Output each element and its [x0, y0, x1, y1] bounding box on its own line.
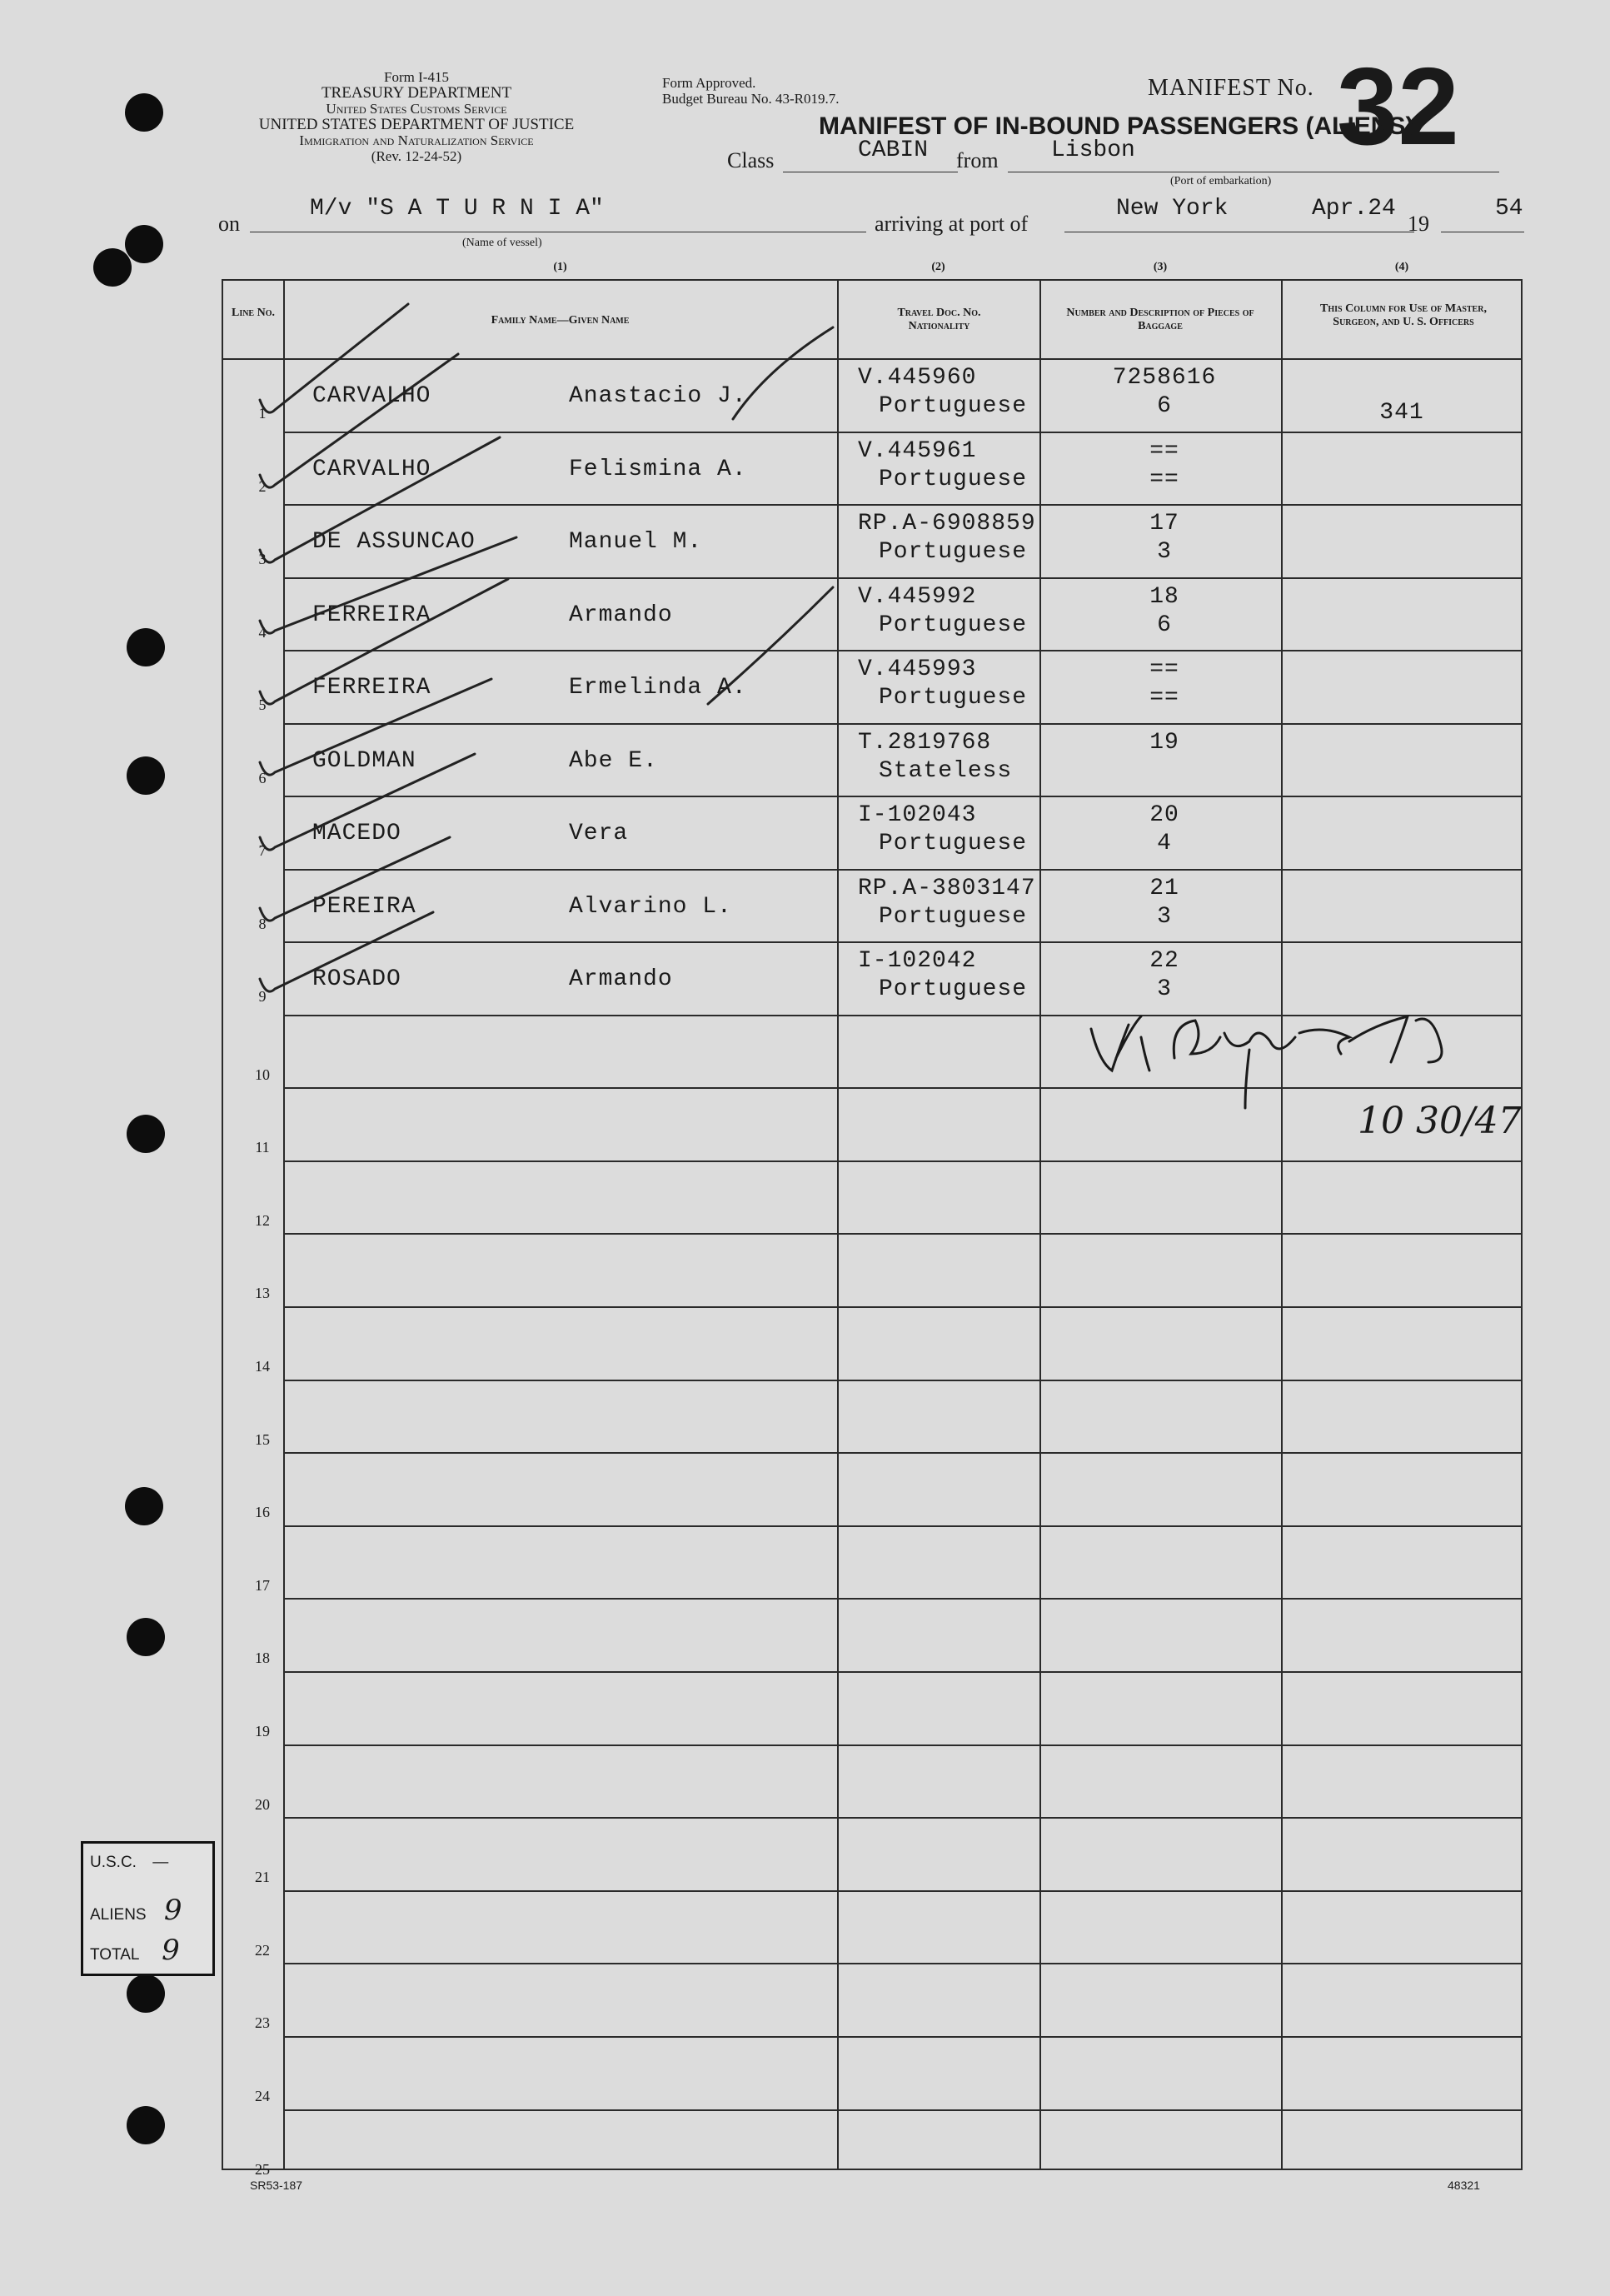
- travel-doc-number: RP.A-6908859: [858, 511, 1036, 537]
- check-marks: [242, 287, 841, 1012]
- nationality: Portuguese: [879, 539, 1028, 565]
- given-name: Abe E.: [569, 747, 658, 774]
- col-num-2: (2): [931, 261, 945, 273]
- stamp-aliens-label: ALIENS: [90, 1906, 147, 1924]
- vessel-label: (Name of vessel): [462, 237, 542, 249]
- family-name: FERREIRA: [312, 675, 431, 701]
- row-rule: [283, 1598, 1521, 1600]
- given-name: Ermelinda A.: [569, 675, 747, 701]
- line-number: 21: [255, 1869, 270, 1886]
- budget-bureau: Budget Bureau No. 43-R019.7.: [662, 91, 840, 107]
- travel-doc-number: I-102042: [858, 948, 977, 974]
- given-name: Armando: [569, 601, 673, 628]
- line-number: 5: [258, 696, 267, 713]
- stamp-usc-label: U.S.C.: [90, 1854, 137, 1871]
- baggage-count: ==: [1149, 437, 1179, 464]
- col-num-4: (4): [1394, 261, 1409, 273]
- travel-doc-number: T.2819768: [858, 729, 992, 756]
- year-prefix: 19: [1408, 212, 1429, 236]
- line-number: 12: [255, 1211, 270, 1229]
- given-name: Alvarino L.: [569, 893, 732, 920]
- given-name: Anastacio J.: [569, 383, 747, 409]
- family-name: GOLDMAN: [312, 747, 416, 774]
- baggage-count: 20: [1149, 802, 1179, 828]
- baggage-count: 17: [1149, 511, 1179, 537]
- line-number: 24: [255, 2087, 270, 2104]
- table-top: [222, 279, 1521, 281]
- punch-hole: [125, 93, 163, 132]
- nationality: Portuguese: [879, 611, 1028, 638]
- line-number: 18: [255, 1650, 270, 1667]
- heading-name: Family Name—Given Name: [491, 314, 630, 327]
- heading-travel-doc: Travel Doc. No. Nationality: [897, 307, 981, 332]
- baggage-pieces: 3: [1157, 903, 1172, 930]
- nationality: Portuguese: [879, 831, 1028, 856]
- baggage-count: 19: [1149, 729, 1179, 756]
- given-name: Armando: [569, 966, 673, 992]
- line-number: 23: [255, 2014, 270, 2032]
- class-label: Class: [727, 148, 775, 172]
- line-number: 17: [255, 1576, 270, 1594]
- form-header-left: [225, 69, 608, 164]
- baggage-pieces: 4: [1157, 831, 1172, 856]
- form-approved: Form Approved.: [662, 75, 756, 91]
- baggage-pieces: 3: [1157, 539, 1172, 565]
- arrival-port: New York: [1116, 196, 1229, 222]
- row-rule: [283, 1890, 1521, 1892]
- line-number: 14: [255, 1357, 270, 1375]
- punch-hole: [93, 248, 132, 287]
- line-number: 7: [258, 842, 267, 859]
- row-rule: [283, 1817, 1521, 1819]
- family-name: ROSADO: [312, 966, 401, 992]
- family-name: MACEDO: [312, 821, 401, 846]
- punch-hole: [125, 1487, 163, 1525]
- baggage-count: 21: [1149, 875, 1179, 901]
- nationality: Portuguese: [879, 393, 1028, 419]
- manifest-number: 32: [1337, 45, 1459, 167]
- alien-count-stamp: [81, 1841, 215, 1976]
- baggage-pieces: ==: [1149, 685, 1179, 711]
- family-name: CARVALHO: [312, 383, 431, 409]
- given-name: Felismina A.: [569, 456, 747, 482]
- family-name: PEREIRA: [312, 893, 416, 920]
- punch-hole: [125, 225, 163, 263]
- row-rule: [283, 1963, 1521, 1964]
- family-name: CARVALHO: [312, 456, 431, 482]
- class-value: CABIN: [858, 137, 929, 163]
- row-rule: [283, 1744, 1521, 1746]
- row-rule: [283, 1671, 1521, 1673]
- line-number: 10: [255, 1066, 270, 1083]
- manifest-title: MANIFEST OF IN-BOUND PASSENGERS (ALIENS): [819, 112, 1414, 140]
- row-rule: [283, 1525, 1521, 1527]
- travel-doc-number: V.445992: [858, 583, 977, 610]
- stamp-aliens-value: 9: [163, 1894, 182, 1927]
- line-number: 4: [258, 623, 267, 641]
- form-approval: [662, 75, 839, 107]
- line-number: 1: [258, 405, 267, 422]
- treasury-dept: TREASURY DEPARTMENT: [321, 84, 512, 102]
- nationality: Portuguese: [879, 685, 1028, 711]
- arrival-date: Apr.24: [1312, 196, 1396, 222]
- table-left: [222, 279, 223, 2170]
- manifest-label: MANIFEST No.: [1148, 75, 1314, 101]
- footer-form-code: SR53-187: [250, 2179, 303, 2192]
- punch-hole: [127, 1618, 165, 1656]
- heading-line-no: Line No.: [231, 307, 275, 319]
- row-rule: [283, 1160, 1521, 1162]
- justice-dept: UNITED STATES DEPARTMENT OF JUSTICE: [258, 116, 575, 133]
- baggage-pieces: ==: [1149, 466, 1179, 492]
- arriving-label: arriving at port of: [875, 212, 1029, 236]
- nationality: Stateless: [879, 757, 1013, 784]
- footer-serial: 48321: [1448, 2179, 1480, 2192]
- row-rule: [283, 1452, 1521, 1454]
- from-label: from: [956, 148, 999, 172]
- line-number: 9: [258, 988, 267, 1005]
- line-number: 8: [258, 915, 267, 932]
- baggage-count: 22: [1149, 948, 1179, 974]
- nationality: Portuguese: [879, 976, 1028, 1002]
- punch-hole: [127, 628, 165, 666]
- row-rule: [283, 1233, 1521, 1235]
- vessel-name: M/v "S A T U R N I A": [310, 196, 604, 222]
- baggage-count: 7258616: [1112, 365, 1217, 391]
- line-number: 6: [258, 769, 267, 786]
- punch-hole: [127, 756, 165, 795]
- travel-doc-number: V.445993: [858, 656, 977, 682]
- travel-doc-number: RP.A-3803147: [858, 875, 1036, 901]
- stamp-aliens-row: [90, 1894, 182, 1927]
- travel-doc-number: I-102043: [858, 802, 977, 828]
- punch-hole: [127, 2106, 165, 2144]
- line-number: 22: [255, 1941, 270, 1959]
- row-rule: [283, 2036, 1521, 2038]
- from-value: Lisbon: [1051, 137, 1135, 163]
- table-right: [1521, 279, 1523, 2170]
- punch-hole: [127, 1974, 165, 2013]
- col-num-1: (1): [553, 261, 567, 273]
- line-number: 25: [255, 2160, 270, 2178]
- port-embark-label: (Port of embarkation): [1170, 175, 1272, 187]
- line-number: 16: [255, 1504, 270, 1521]
- nationality: Portuguese: [879, 466, 1028, 492]
- line-number: 2: [258, 477, 267, 495]
- col-num-3: (3): [1153, 261, 1168, 273]
- given-name: Vera: [569, 821, 629, 846]
- revision: (Rev. 12-24-52): [371, 148, 462, 164]
- baggage-count: 18: [1149, 583, 1179, 610]
- baggage-count: ==: [1149, 656, 1179, 682]
- baggage-pieces: 6: [1157, 611, 1172, 638]
- on-label: on: [218, 212, 240, 236]
- form-number: Form I-415: [384, 69, 449, 85]
- line-number: 13: [255, 1285, 270, 1302]
- ins-service: Immigration and Naturalization Service: [299, 132, 534, 148]
- punch-hole: [127, 1115, 165, 1153]
- heading-officers: This Column for Use of Master, Surgeon, and U. S. Officers: [1320, 302, 1487, 328]
- line-number: 3: [258, 551, 267, 567]
- travel-doc-number: V.445961: [858, 437, 977, 464]
- stamp-usc-value: —: [152, 1854, 169, 1871]
- travel-doc-number: V.445960: [858, 365, 977, 391]
- table-bottom: [222, 2169, 1523, 2170]
- line-number: 20: [255, 1795, 270, 1813]
- col-divider-4: [1281, 279, 1283, 2170]
- stamp-total-row: [90, 1934, 180, 1967]
- row-rule: [283, 2109, 1521, 2111]
- baggage-pieces: 3: [1157, 976, 1172, 1002]
- line-number: 19: [255, 1722, 270, 1739]
- stamp-total-value: 9: [162, 1934, 180, 1967]
- family-name: FERREIRA: [312, 601, 431, 628]
- stamp-total-label: TOTAL: [90, 1946, 139, 1964]
- customs-service: United States Customs Service: [326, 101, 507, 117]
- line-number: 15: [255, 1430, 270, 1448]
- baggage-pieces: 6: [1157, 393, 1172, 419]
- family-name: DE ASSUNCAO: [312, 529, 476, 555]
- row-rule: [283, 1380, 1521, 1381]
- year-value: 54: [1495, 196, 1523, 222]
- stamp-usc-row: [90, 1854, 168, 1872]
- given-name: Manuel M.: [569, 529, 703, 555]
- annotation-date: 10 30/47: [1358, 1100, 1522, 1142]
- row-rule: [283, 1306, 1521, 1308]
- line-number: 11: [255, 1139, 270, 1156]
- heading-baggage: Number and Description of Pieces of Baggage: [1066, 307, 1254, 332]
- officer-note: 341: [1379, 400, 1424, 426]
- nationality: Portuguese: [879, 903, 1028, 930]
